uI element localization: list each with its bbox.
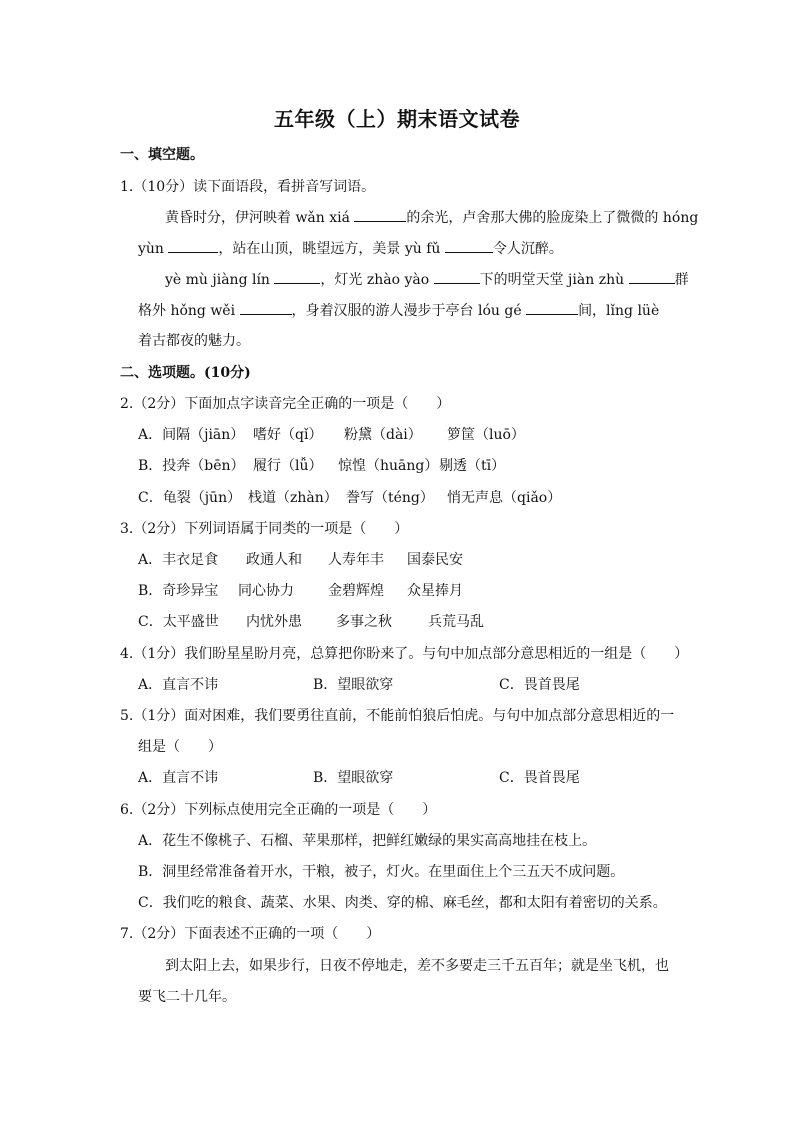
option-part: 嗜好（qǐ） xyxy=(253,427,323,443)
option-part: 同心协力 xyxy=(238,583,294,599)
option-part: 多事之秋 xyxy=(336,614,392,630)
answer-blank[interactable] xyxy=(434,269,480,284)
option-part: 栈道（zhàn） xyxy=(248,490,338,506)
option-part: 政通人和 xyxy=(246,552,302,568)
answer-blank[interactable] xyxy=(526,300,578,315)
q1-text: 令人沉醉。 xyxy=(492,241,563,257)
question-1-line-4 xyxy=(138,300,698,321)
answer-blank[interactable] xyxy=(354,207,406,222)
answer-blank[interactable] xyxy=(629,269,675,284)
question-6-option-b: B．洞里经常准备着开水，干粮，被子，灯火。在里面住上个三五天不成问题。 xyxy=(138,864,625,880)
option-c: C．畏首畏尾 xyxy=(499,677,580,693)
question-6-stem: 6.（2分）下列标点使用完全正确的一项是（ ） xyxy=(120,802,437,818)
q1-text: 黄昏时分，伊河映着 wǎn xiá xyxy=(165,210,355,226)
q1-text: ，灯光 zhào yào xyxy=(320,272,434,288)
question-1-line-2 xyxy=(138,238,698,259)
question-1-line-1 xyxy=(165,207,725,228)
option-c: C．畏首畏尾 xyxy=(499,770,580,786)
q1-text: 群 xyxy=(674,272,689,288)
answer-blank[interactable] xyxy=(168,238,218,253)
option-part: 金碧辉煌 xyxy=(328,583,384,599)
q1-text: ，身着汉服的游人漫步于亭台 lóu gé xyxy=(291,303,527,319)
option-part: 内忧外患 xyxy=(246,614,302,630)
question-5-stem: 5.（1分）面对困难，我们要勇往直前，不能前怕狼后怕虎。与句中加点部分意思相近的一 xyxy=(120,708,675,724)
q1-text: 下的明堂天堂 jiàn zhù xyxy=(479,272,629,288)
section-heading-choice: 二、选项题。(10分) xyxy=(120,365,251,381)
answer-blank[interactable] xyxy=(274,269,320,284)
question-6-option-a: A．花生不像桃子、石榴、苹果那样，把鲜红嫩绿的果实高高地挂在枝上。 xyxy=(138,833,597,849)
q1-text: 的余光，卢舍那大佛的脸庞染上了微微的 hóng xyxy=(406,210,699,226)
question-1-line-5: 着古都夜的魅力。 xyxy=(138,333,250,349)
question-7-stem: 7.（2分）下面表述不正确的一项（ ） xyxy=(120,926,381,942)
q1-text: ，站在山顶，眺望远方，美景 yù fǔ xyxy=(218,241,445,257)
option-part: A．间隔（jiān） xyxy=(138,427,245,443)
question-2-stem: 2.（2分）下面加点字读音完全正确的一项是（ ） xyxy=(120,396,451,412)
q1-text: yùn xyxy=(138,241,169,257)
question-1-line-3 xyxy=(165,269,725,290)
option-part: 履行（lǚ） xyxy=(253,458,323,474)
option-a: A．直言不讳 xyxy=(138,677,219,693)
q1-text: 格外 hǒng wěi xyxy=(138,303,240,319)
option-part: 国泰民安 xyxy=(407,552,463,568)
section-heading-fill: 一、填空题。 xyxy=(120,147,204,163)
option-part: 箩筐（luō） xyxy=(447,427,525,443)
question-7-passage-line-2: 要飞二十几年。 xyxy=(138,989,236,1005)
question-6-option-c: C．我们吃的粮食、蔬菜、水果、肉类、穿的棉、麻毛丝，都和太阳有着密切的关系。 xyxy=(138,895,667,911)
option-part: B．投奔（bēn） xyxy=(138,458,245,474)
q1-text: yè mù jiàng lín xyxy=(165,272,275,288)
answer-blank[interactable] xyxy=(445,238,493,253)
option-part: 粉黛（dài） xyxy=(344,427,422,443)
option-b: B．望眼欲穿 xyxy=(313,677,394,693)
page-title: 五年级（上）期末语文试卷 xyxy=(274,107,520,131)
option-part: C．太平盛世 xyxy=(138,614,219,630)
option-part: B．奇珍异宝 xyxy=(138,583,219,599)
question-4-stem: 4.（1分）我们盼星星盼月亮，总算把你盼来了。与句中加点部分意思相近的一组是（ ） xyxy=(120,646,689,662)
answer-blank[interactable] xyxy=(240,300,292,315)
option-part: 悄无声息（qiǎo） xyxy=(447,490,562,506)
option-part: 剔透（tī） xyxy=(439,458,506,474)
option-part: 兵荒马乱 xyxy=(428,614,484,630)
option-part: 人寿年丰 xyxy=(328,552,384,568)
option-part: A．丰衣足食 xyxy=(138,552,219,568)
question-1-stem: 1.（10分）读下面语段，看拼音写词语。 xyxy=(120,179,376,195)
question-5-stem-cont: 组是（ ） xyxy=(138,739,222,755)
option-part: 众星捧月 xyxy=(407,583,463,599)
question-3-stem: 3.（2分）下列词语属于同类的一项是（ ） xyxy=(120,521,409,537)
option-part: C．龟裂（jūn） xyxy=(138,490,242,506)
option-part: 誊写（téng） xyxy=(346,490,434,506)
option-part: 惊惶（huāng） xyxy=(338,458,439,474)
question-7-passage-line-1: 到太阳上去，如果步行，日夜不停地走，差不多要走三千五百年；就是坐飞机，也 xyxy=(165,958,669,974)
option-b: B．望眼欲穿 xyxy=(313,770,394,786)
q1-text: 间，lǐng lüè xyxy=(578,303,660,319)
option-a: A．直言不讳 xyxy=(138,770,219,786)
